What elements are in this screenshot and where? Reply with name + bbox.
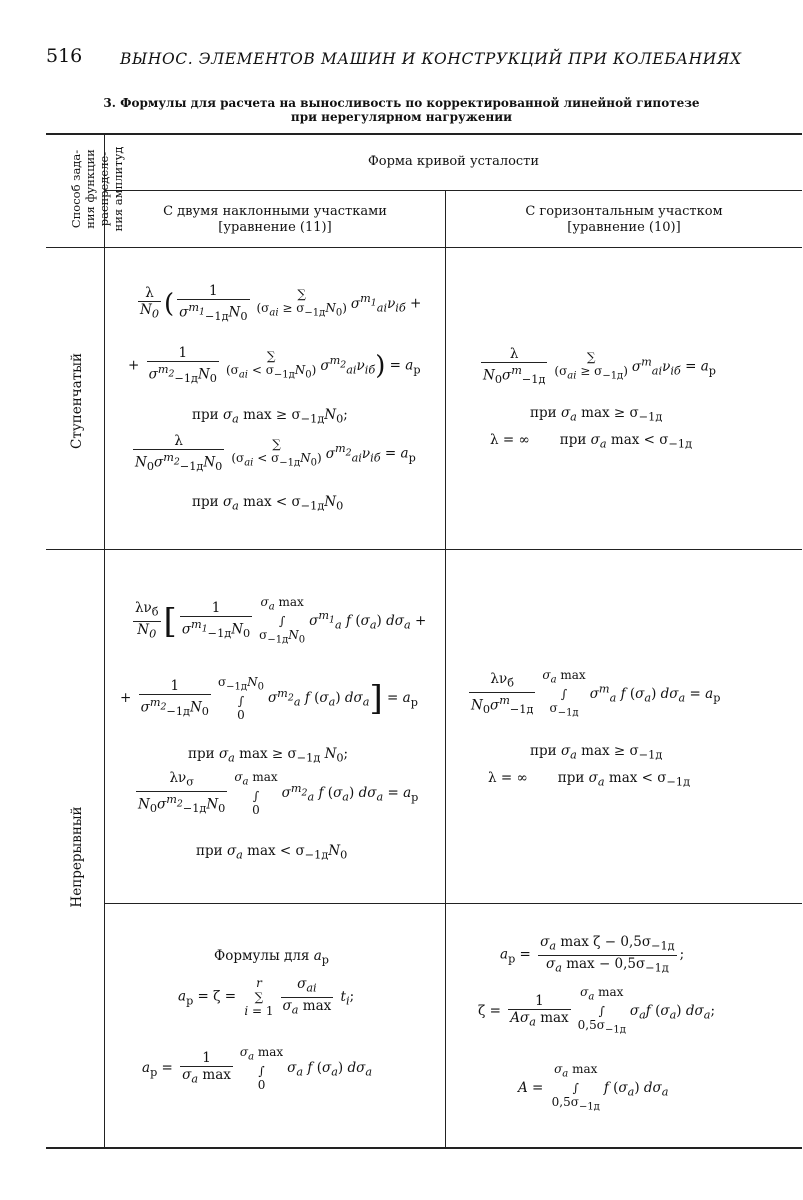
formula-r2c2-line1: $\lambda\nu_б$ $N_0\sigma^m_{-1д}$ $\sigma_a$ max ∫ $\sigma_{-1д}$ $\sigma^m_a$ f $(\sigma_a) d\sigma_a = a_р$ xyxy=(471,668,721,719)
header-rule-bottom xyxy=(46,247,802,248)
row-rule-2 xyxy=(105,903,802,904)
formula-r2b-c1-title: Формулы для $a_р$ xyxy=(214,948,329,967)
formula-r1c2-cond1: при $\sigma_a$ $\max \ge \sigma_{-1д}$ xyxy=(530,405,663,424)
group-header: Форма кривой усталости xyxy=(367,154,540,169)
formula-r1c2-cond2: λ = ∞ при $\sigma_a$ $\max < \sigma_{-1д}$ xyxy=(490,432,692,451)
header-rule-mid xyxy=(105,190,802,191)
formula-r1c1-cond2: при $\sigma_a$ $\max < \sigma_{-1д}N_0$ xyxy=(192,494,344,513)
formula-r2b-c2-line1: $a_р$ = $\sigma_a$ $\max \zeta - 0,5\sigma_{-1д}$ $\sigma_a$ $\max - 0,5\sigma_{-1д}$ ; xyxy=(500,934,685,975)
formula-r2b-c1-line2: $a_р$ = 1 $\sigma_a$ max $\sigma_a$ max ∫ 0 $\sigma_a$ f $(\sigma_a)$ $d\sigma_a$ xyxy=(142,1045,373,1093)
col2-header xyxy=(446,204,802,236)
col1-header-line-1: С двумя наклонными участками xyxy=(163,204,387,219)
formula-r2c2-cond2: λ = ∞ при $\sigma_a$ $\max < \sigma_{-1д}$ xyxy=(488,770,690,789)
formula-r1c1-line2: + 1 $\sigma^{m_2}_{-1д}N_0$ ∑ $(\sigma_{ai} < \sigma_{-1д}N_0)$ $\sigma^{m_2}_{ai}\nu_{iб}) = a_р$ xyxy=(128,345,421,386)
table-caption-line-1: 3. Формулы для расчета на выносливость по корректированной линейной гипотезе xyxy=(103,96,700,110)
corner-header-4 xyxy=(111,109,125,269)
formula-r2c1-line3: $\lambda\nu_\sigma$ $N_0\sigma^{m_2}_{-1д}N_0$ $\sigma_a$ max ∫ 0 $\sigma^{m_2}_a$ f $(\sigma_a) d\sigma_a = a_р$ xyxy=(138,770,419,818)
row-label-continuous: Непрерывный xyxy=(69,806,85,908)
col-rule-1 xyxy=(104,133,105,1148)
corner-header-line-2: ния функции xyxy=(83,149,97,229)
col1-header-line-2: [уравнение (11)] xyxy=(218,220,332,235)
table-top-rule xyxy=(46,133,802,135)
formula-r2b-c1-line1: $a_р = \zeta$ = r ∑ i = 1 $\sigma_{ai}$ $\sigma_a$ max $t_i$; xyxy=(178,976,355,1019)
page-number: 516 xyxy=(46,45,83,67)
col1-header xyxy=(105,204,445,236)
formula-r2c1-cond1: при $\sigma_a$ $\max \ge \sigma_{-1д}$ $N_0$; xyxy=(188,746,349,765)
col2-header-line-1: С горизонтальным участком xyxy=(525,204,723,219)
formula-r2c1-cond2: при $\sigma_a$ $\max < \sigma_{-1д}N_0$ xyxy=(196,843,348,862)
running-header: ВЫНОС. ЭЛЕМЕНТОВ МАШИН И КОНСТРУКЦИЙ ПРИ КОЛЕБАНИЯХ xyxy=(120,50,742,68)
formula-r2b-c2-line3: A = $\sigma_a$ max ∫ $0,5\sigma_{-1д}$ f $(\sigma_a)$ $d\sigma_a$ xyxy=(518,1062,669,1113)
formula-r1c1-line1: $\frac{\lambda}{N_0}$ ( 1 $\sigma^{m_1}_{-1д}N_0$ ∑ $(\sigma_{ai} \ge \sigma_{-1д}N_0)$ $\sigma^{m_1}_{ai}\nu_{iб}$ + xyxy=(140,283,422,324)
col2-header-line-2: [уравнение (10)] xyxy=(567,220,681,235)
table-caption-line-2: при нерегулярном нагружении xyxy=(290,110,513,124)
formula-r2c2-cond1: при $\sigma_a$ $\max \ge \sigma_{-1д}$ xyxy=(530,743,663,762)
formula-r1c2-line1: λ $N_0\sigma^m_{-1д}$ ∑ $(\sigma_{ai} \ge \sigma_{-1д})$ $\sigma^m_{ai}\nu_{iб} = a_р$ xyxy=(483,346,716,387)
formula-r2c1-line2: + 1 $\sigma^{m_2}_{-1д}N_0$ $\sigma_{-1д}N_0$ ∫ 0 $\sigma^{m_2}_a$ f $(\sigma_a) d\sigma_a] = a_р$ xyxy=(120,675,418,723)
row-label-stepped: Ступенчатый xyxy=(69,353,85,449)
corner-header xyxy=(69,109,83,269)
table-bottom-rule xyxy=(46,1147,802,1149)
formula-r1c1-line3: λ $N_0\sigma^{m_2}_{-1д}N_0$ ∑ $(\sigma_{ai} < \sigma_{-1д}N_0)$ $\sigma^{m_2}_{ai}\nu_{iб} = a_р$ xyxy=(135,433,416,474)
corner-header-line-4: ния амплитуд xyxy=(111,146,125,232)
corner-header-line-3: распределе- xyxy=(97,151,111,227)
corner-header-3 xyxy=(97,109,111,269)
formula-r1c1-cond1: при $\sigma_a$ $\max \ge \sigma_{-1д}N_0$; xyxy=(192,407,348,426)
formula-r2c1-line1: $\lambda\nu_б$ $N_0$ [ 1 $\sigma^{m_1}_{-1д}N_0$ $\sigma_a$ max ∫ $\sigma_{-1д}N_0$ $\sigma^{m_1}_a$ f $(\sigma_a) d\sigma_a$ + xyxy=(135,595,427,646)
corner-header-2 xyxy=(83,109,97,269)
corner-header-line-1: Способ зада- xyxy=(69,149,83,229)
row-rule-1 xyxy=(46,549,802,550)
col-rule-2 xyxy=(445,190,446,1148)
formula-r2b-c2-line2: ζ = 1 $A\sigma_a$ max $\sigma_a$ max ∫ $0,5\sigma_{-1д}$ $\sigma_af$ $(\sigma_a)$ $d\sigma_a$; xyxy=(478,985,715,1036)
